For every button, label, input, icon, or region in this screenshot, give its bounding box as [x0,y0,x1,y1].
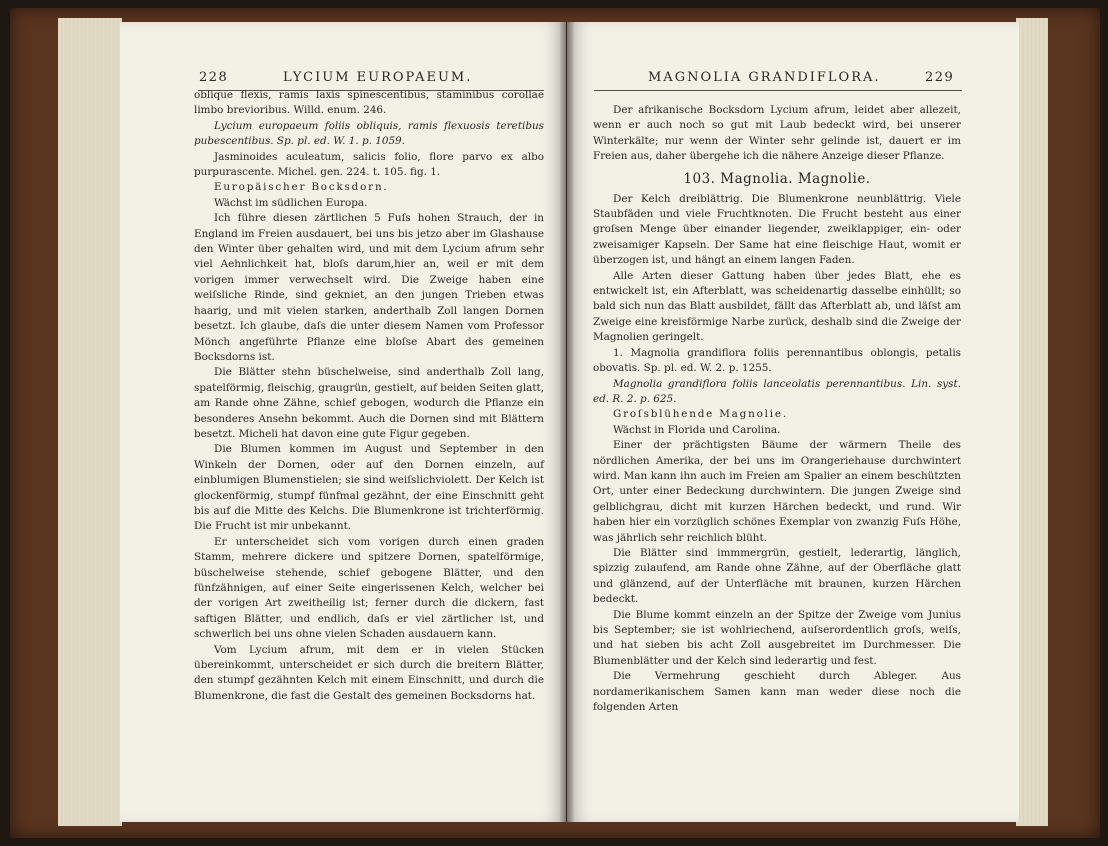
paragraph: Er unterscheidet sich vom vorigen durch einen graden Stamm, mehrere dickere und spitzere Dornen, spatelförmige, büschelweise stehende, schief gebogene Blätter, und den fünfzähnigen, auf einer Seite eingerissenen Kelch, welcher bei der vorigen Art zweitheilig ist; ferner durch die dickern, fast saftigen Blätter, und endlich, daſs er viel zärtlicher ist, und schwerlich bei uns ohne vielen Schaden ausdauern kann. [194,535,544,641]
paragraph: Vom Lycium afrum, mit dem er in vielen Stücken übereinkommt, unterscheidet er sich durch die breitern Blätter, den stumpf gezähnten Kelch mit einem Einschnitt, und durch die Blumenkrone, die fast die Gestalt des gemeinen Bocksdorns hat. [194,643,544,702]
paragraph: Jasminoides aculeatum, salicis folio, flore parvo ex albo purpurascente. Michel. gen. 224. t. 105. fig. 1. [194,150,544,179]
paragraph: Lycium europaeum foliis obliquis, ramis flexuosis teretibus pubescentibus. Sp. pl. ed. W. 1. p. 1059. [194,119,544,148]
paragraph: 1. Magnolia grandiflora foliis perennantibus oblongis, petalis obovatis. Sp. pl. ed. W. 2. p. 1255. [593,346,961,375]
paragraph: Die Blätter sind immmergrün, gestielt, lederartig, länglich, spizzig zulaufend, am Rande ohne Zähne, auf der Oberfläche glatt und glänzend, auf der Unterfläche mit braunen, kurzen Härchen bedeckt. [593,546,961,606]
paragraph: Ich führe diesen zärtlichen 5 Fuſs hohen Strauch, der in England im Freien ausdauert, bei uns bis jetzo aber im Glashause den Winter über gehalten wird, und mit dem Lycium afrum sehr viel Aehnlichkeit hat, bloſs darum,hier an, weil er mit dem vorigen immer verwechselt wird. Die Zweige haben eine weiſsliche Rinde, sind gekniet, an den jungen Trieben etwas haarig, und mit vielen starken, anderthalb Zoll langen Dornen besetzt. Ich glaube, daſs die unter diesem Namen vom Professor Mönch angeführte Pflanze eine bloſse Abart des gemeinen Bocksdorns ist. [194,212,544,363]
left-page-number: 228 [199,70,229,85]
right-running-head: MAGNOLIA GRANDIFLORA. [648,70,881,85]
paragraph: oblique flexis, ramis laxis spinescentibus, staminibus corollae limbo brevioribus. Willd. enum. 246. [194,89,544,117]
paragraph: Der afrikanische Bocksdorn Lycium afrum, leidet aber allezeit, wenn er auch noch so gut mit Laub bedeckt wird, bei unserer Winterkälte; nur wenn der Winter sehr gelinde ist, dauert er im Freien aus, daher übergehe ich die nähere Anzeige dieser Pflanze. [593,104,961,163]
left-running-head: LYCIUM EUROPAEUM. [283,70,473,85]
paragraph: Die Blume kommt einzeln an der Spitze der Zweige vom Junius bis September; sie ist wohlriechend, auſserordentlich groſs, weiſs, und hat sieben bis acht Zoll ausgebreitet im Durchmesser. Die Blumenblätter und der Kelch sind lederartig und fest. [593,608,961,667]
right-header-rule [594,90,962,91]
book-gutter [560,22,574,822]
left-page-edges [58,18,122,826]
paragraph: Der Kelch dreiblättrig. Die Blumenkrone neunblättrig. Viele Staubfäden und viele Fruchtknoten. Die Frucht besteht aus einer groſsen Menge über einander liegender, zweiklappiger, ein- oder zweisamiger Kapseln. Der Same hat eine fleischige Haut, womit er überzogen ist, und hängt an einem langen Faden. [593,192,961,267]
species-common-name: Groſsblühende Magnolie. [613,408,788,421]
right-page-body [593,103,961,715]
right-page-number: 229 [925,70,955,85]
paragraph: Die Blätter stehn büschelweise, sind anderthalb Zoll lang, spatelförmig, fleischig, graugrün, gestielt, auf beiden Seiten glatt, am Rande ohne Zähne, schief gebogen, wodurch die Pflanze ein besonderes Ansehn bekommt. Auch die Dornen sind mit Blättern besetzt. Micheli hat davon eine gute Figur gegeben. [194,366,544,440]
paragraph: Magnolia grandiflora foliis lanceolatis perennantibus. Lin. syst. ed. R. 2. p. 625. [593,377,961,405]
paragraph: Alle Arten dieser Gattung haben über jedes Blatt, ehe es entwickelt ist, ein Afterblatt, was scheidenartig dasselbe einhüllt; so bald sich nun das Blatt ausbildet, fällt das Afterblatt ab, und läſst am Zweige eine kreisförmige Narbe zurück, deshalb sind die Zweige der Magnolien geringelt. [593,269,961,344]
paragraph: Wächst in Florida und Carolina. [613,423,781,436]
paragraph: Die Blumen kommen im August und September in den Winkeln der Dornen, oder auf den Dornen einzeln, auf einblumigen Blumenstielen; sie sind weiſslichviolett. Der Kelch ist glockenförmig, stumpf fünfmal gezähnt, der eine Einschnitt geht bis auf die Mitte des Kelchs. Die Blumenkrone ist trichterförmig. Die Frucht ist mir unbekannt. [194,443,544,533]
section-heading: 103. Magnolia. Magnolie. [683,170,871,187]
paragraph: Wächst im südlichen Europa. [214,196,368,209]
paragraph: Die Vermehrung geschieht durch Ableger. Aus nordamerikanischem Samen kann man weder diese noch die folgenden Arten [593,670,961,714]
paragraph: Einer der prächtigsten Bäume der wärmern Theile des nördlichen Amerika, der bei uns im Orangeriehause durchwintert wird. Man kann ihn auch im Freien am Spalier an einem beschützten Ort, unter einer Bedeckung durchwintern. Die jungen Zweige sind gelblichgrau, dicht mit kurzen Härchen bedeckt, und rund. Wir haben hier ein vorzüglich schönes Exemplar von zwanzig Fuſs Höhe, was jährlich sehr reichlich blüht. [593,439,961,544]
left-page-body [194,88,544,704]
right-page-edges [1016,18,1048,826]
species-common-name: Europäischer Bocksdorn. [214,181,389,194]
